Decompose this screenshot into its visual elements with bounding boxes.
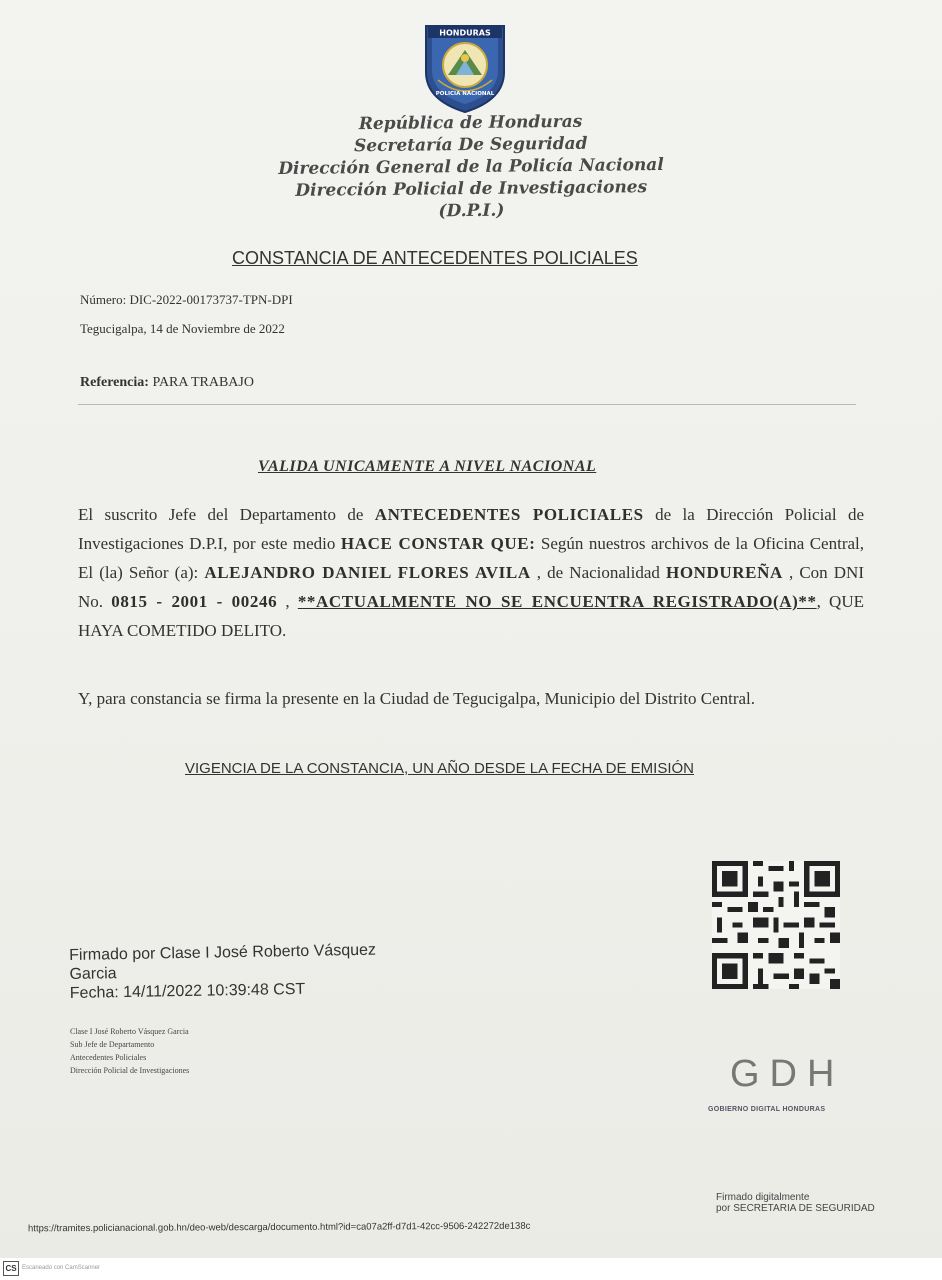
verification-url: https://tramites.policianacional.gob.hn/deo-web/descarga/documento.html?id=ca07a2ff-d7d1-42cc-9506-242272de138c [27, 1220, 531, 1235]
hace-constar: HACE CONSTAR QUE: [340, 534, 536, 553]
header-line-direccion-general: Dirección General de la Policía Nacional [278, 154, 664, 180]
header-line-direccion-policial: Dirección Policial de Investigaciones [295, 177, 648, 201]
header-line-dpi: (D.P.I.) [438, 200, 505, 222]
signature-block [69, 941, 377, 1003]
header-line-secretaria: Secretaría De Seguridad [353, 133, 588, 157]
certification-paragraph [78, 500, 864, 645]
body-text-segment: , Con DNI No. [78, 563, 864, 611]
signed-by-line1: Firmado por Clase I José Roberto Vásquez [69, 941, 377, 964]
referencia-line [80, 375, 254, 391]
gdh-logo: GDH [730, 1053, 845, 1095]
validity-heading: VALIDA UNICAMENTE A NIVEL NACIONAL [258, 458, 597, 475]
nationality: HONDUREÑA [666, 563, 783, 582]
camscanner-logo: CS [3, 1261, 19, 1276]
numero-label: Número: [80, 292, 127, 307]
closing-paragraph: Y, para constancia se firma la presente en la Ciudad de Tegucigalpa, Municipio del Distrito Central. [78, 689, 756, 708]
gdh-subtitle: GOBIERNO DIGITAL HONDURAS [708, 1106, 826, 1113]
person-name: ALEJANDRO DANIEL FLORES AVILA [204, 563, 531, 582]
qr-code-icon [712, 860, 840, 990]
digital-signature-line2: por SECRETARIA DE SEGURIDAD [716, 1203, 875, 1214]
validity-period: VIGENCIA DE LA CONSTANCIA, UN AÑO DESDE LA FECHA DE EMISIÓN [185, 760, 695, 777]
signatory-name: Clase I José Roberto Vásquez Garcia [70, 1027, 189, 1036]
document-title: CONSTANCIA DE ANTECEDENTES POLICIALES [232, 248, 638, 268]
place-date: Tegucigalpa, 14 de Noviembre de 2022 [80, 321, 285, 336]
digital-signature-line1: Firmado digitalmente [716, 1192, 810, 1203]
signatory-position: Sub Jefe de Departamento [70, 1040, 155, 1049]
institution-header [0, 107, 942, 227]
record-status: **ACTUALMENTE NO SE ENCUENTRA REGISTRADO(A)** [297, 592, 817, 611]
body-text-segment: Según nuestros archivos de la Oficina Central, El (la) Señor (a): [78, 534, 864, 582]
scanner-text: Escaneado con CamScanner [22, 1265, 101, 1271]
dni-number: 0815 - 2001 - 00246 [111, 592, 278, 611]
numero-line [80, 292, 293, 308]
divider [78, 404, 856, 405]
body-text-segment: El suscrito Jefe del Departamento de [78, 505, 375, 524]
department-name: ANTECEDENTES POLICIALES [374, 505, 644, 524]
scanner-footer [0, 1258, 942, 1280]
body-text-segment: de la Dirección Policial de Investigaciones D.P.I, por este medio [78, 505, 864, 553]
signatory-details [70, 1025, 189, 1077]
header-line-republic: República de Honduras [358, 111, 583, 135]
digital-signature-note [716, 1192, 875, 1214]
body-text-segment: , [277, 592, 298, 611]
emblem-ring-text: POLICIA NACIONAL [435, 91, 495, 97]
body-text-segment: , de Nacionalidad [530, 563, 667, 582]
referencia-label: Referencia: [80, 375, 149, 390]
numero-value: DIC-2022-00173737-TPN-DPI [129, 292, 293, 307]
body-text-segment: , QUE HAYA COMETIDO DELITO. [78, 592, 864, 640]
signed-by-line2: Garcia [69, 965, 117, 983]
referencia-value: PARA TRABAJO [152, 375, 254, 390]
signatory-direction: Dirección Policial de Investigaciones [70, 1066, 190, 1075]
signatory-department: Antecedentes Policiales [70, 1053, 147, 1062]
police-shield-icon [420, 20, 510, 115]
emblem-banner: HONDURAS [439, 28, 491, 38]
signature-date: Fecha: 14/11/2022 10:39:48 CST [69, 980, 306, 1002]
